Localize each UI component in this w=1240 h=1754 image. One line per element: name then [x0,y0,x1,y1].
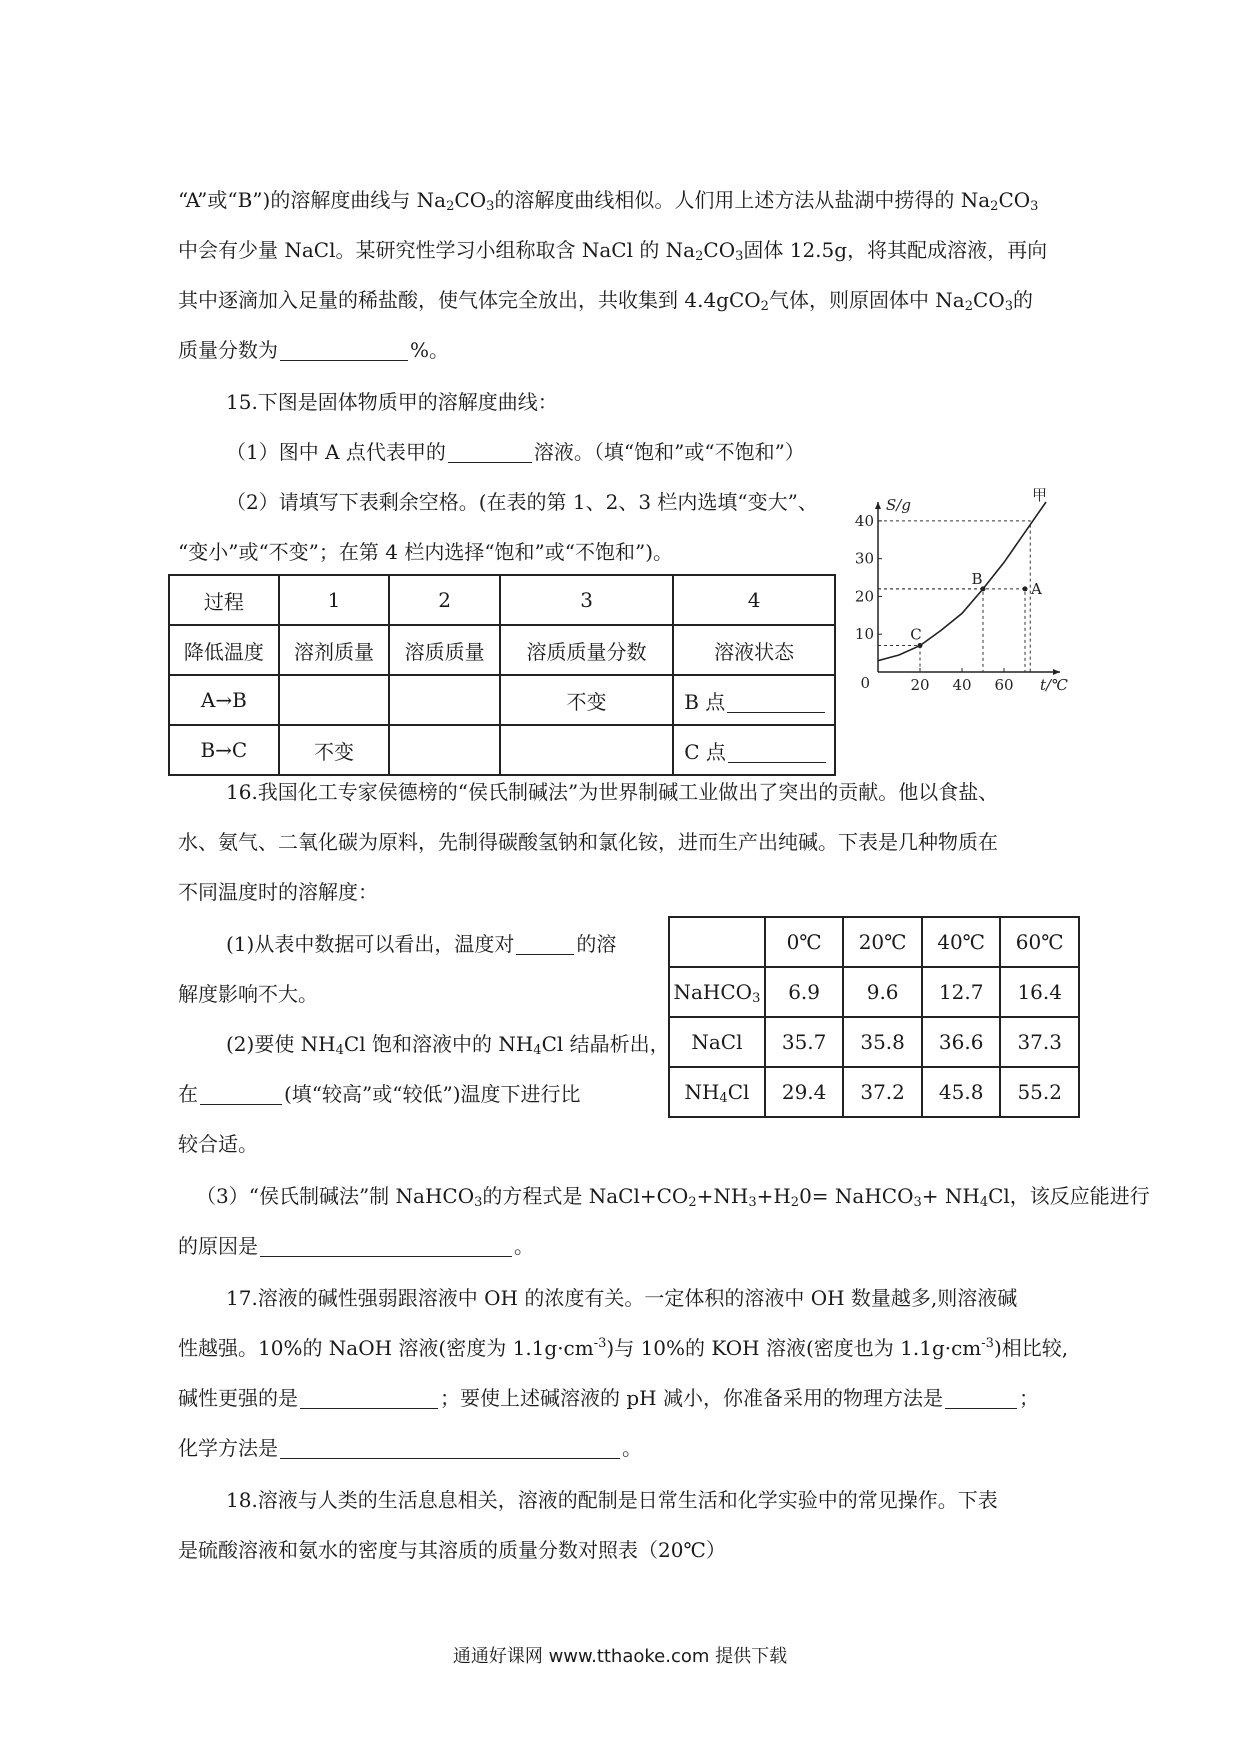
question-15-title: 15.下图是固体物质甲的溶解度曲线： [226,390,558,414]
table-cell: 不变 [279,725,390,775]
question-17-line2 [178,1336,1068,1360]
text: 性越强。10%的 NaOH 溶液(密度为 1.1g·cm [178,1336,594,1360]
question-16-line1: 16.我国化工专家侯德榜的“侯氏制碱法”为世界制碱工业做出了突出的贡献。他以食盐、 [226,780,999,804]
table-row [169,725,835,775]
text: )相比较, [993,1336,1069,1360]
text: CO [454,188,487,212]
text: 质量分数为 [178,338,278,362]
process-table [168,574,836,776]
text: (1)从表中数据可以看出，温度对 [226,932,515,956]
subscript: 3 [474,1195,483,1210]
table-cell: 29.4 [765,1067,843,1117]
text: 的方程式是 NaCl+CO [482,1184,689,1208]
subscript: 4 [719,1091,728,1106]
answer-cell[interactable] [500,725,673,775]
paragraph-line [178,288,1068,312]
data-point [1023,586,1028,591]
subscript: 3 [752,991,761,1006]
text: Cl 饱和溶液中的 NH [343,1032,534,1056]
table-cell: 45.8 [922,1067,1001,1117]
answer-blank[interactable] [300,1388,438,1409]
answer-blank[interactable] [448,442,532,463]
text: Cl [727,1080,750,1104]
table-header-cell: 20℃ [843,917,922,967]
subscript: 3 [748,1195,757,1210]
text: (填“较高”或“较低”)温度下进行比 [284,1082,581,1106]
answer-blank[interactable] [516,934,574,955]
table-cell: 溶剂质量 [279,625,390,675]
text: 。 [622,1436,642,1460]
footer: 通通好课网 www.tthaoke.com 提供下载 [452,1646,788,1667]
table-cell: 3 [500,575,673,625]
table-cell [669,917,765,967]
y-tick-label: 10 [854,625,874,644]
series-label: 甲 [1032,486,1048,504]
answer-cell[interactable] [389,725,500,775]
table-cell: 35.8 [843,1017,922,1067]
table-header-cell: 0℃ [765,917,843,967]
question-15-part1 [226,440,1116,464]
answer-blank[interactable] [727,692,825,713]
answer-cell[interactable] [279,675,390,725]
answer-blank[interactable] [200,1084,282,1105]
question-18-line1: 18.溶液与人类的生活息息相关，溶液的配制是日常生活和化学实验中的常见操作。下表 [226,1488,998,1512]
table-cell: 36.6 [922,1017,1001,1067]
row-header-cell [669,967,765,1017]
chart-points [918,586,1028,648]
answer-blank[interactable] [945,1388,1017,1409]
question-16-part2-end: 较合适。 [178,1132,258,1156]
question-16-line3: 不同温度时的溶解度： [178,880,378,904]
text: NaHCO [673,980,753,1004]
text: +H [756,1184,791,1208]
table-row [669,1067,1079,1117]
origin-label: 0 [860,674,870,692]
guide-line [878,589,1025,672]
text: )与 10%的 KOH 溶液(密度也为 1.1g·cm [606,1336,982,1360]
table-cell: 溶液状态 [673,625,835,675]
text: （1）图中 A 点代表甲的 [226,440,446,464]
superscript: -3 [981,1336,994,1351]
x-tick-label: 20 [910,676,930,694]
subscript: 3 [486,199,495,214]
text: 化学方法是 [178,1436,278,1460]
question-16-part1-cont: 解度影响不大。 [178,982,318,1006]
text: 的溶解度曲线相似。人们用上述方法从盐湖中捞得的 Na [494,188,991,212]
text: Cl，该反应能进行 [988,1184,1150,1208]
solubility-table [668,916,1080,1118]
table-cell: 16.4 [1000,967,1079,1017]
table-cell: 9.6 [843,967,922,1017]
subscript: 3 [735,249,744,264]
guide-line [878,589,983,672]
table-cell: 1 [279,575,390,625]
text: %。 [410,338,450,362]
question-17-line1: 17.溶液的碱性强弱跟溶液中 OH 的浓度有关。一定体积的溶液中 OH 数量越多,则溶液碱 [226,1286,1018,1310]
table-row [169,675,835,725]
table-cell: 12.7 [922,967,1001,1017]
subscript: 2 [688,1195,697,1210]
question-15-part2: （2）请填写下表剩余空格。(在表的第 1、2、3 栏内选填“变大”、 [226,490,818,514]
question-15-part2-cont: “变小”或“不变”；在第 4 栏内选择“饱和”或“不饱和”)。 [178,540,674,564]
paragraph-line [178,188,1068,212]
question-16-part3-cont [178,1234,1068,1258]
answer-blank[interactable] [260,1236,512,1257]
table-row [669,967,1079,1017]
table-cell: 2 [389,575,500,625]
subscript: 4 [533,1043,542,1058]
text: ；要使上述碱溶液的 pH 减小，你准备采用的物理方法是 [440,1386,943,1410]
subscript: 2 [760,299,769,314]
text: 的原因是 [178,1234,258,1258]
text: 。 [514,1234,534,1258]
text: 碱性更强的是 [178,1386,298,1410]
table-cell: 55.2 [1000,1067,1079,1117]
question-16-part3 [196,1184,1150,1210]
table-cell: 降低温度 [169,625,279,675]
text: C 点 [684,739,726,764]
text: ； [1018,1386,1039,1410]
text: Cl 结晶析出， [541,1032,670,1056]
chart-guides [878,521,1030,672]
table-row [169,575,835,625]
paragraph-line [178,338,1068,362]
subscript: 2 [964,299,974,314]
text: 气体，则原固体中 Na [768,288,965,312]
subscript: 4 [979,1195,989,1210]
table-row [169,625,835,675]
text: CO [703,238,736,262]
subscript: 2 [790,1195,800,1210]
answer-cell[interactable] [389,675,500,725]
question-17-line3 [178,1386,1068,1410]
text: 中会有少量 NaCl。某研究性学习小组称取含 NaCl 的 Na [178,238,696,262]
point-label: C [910,625,922,644]
question-18-line2: 是硫酸溶液和氨水的密度与其溶质的质量分数对照表（20℃） [178,1538,726,1562]
row-header-cell [669,1067,765,1117]
table-cell: 4 [673,575,835,625]
answer-blank[interactable] [280,1438,620,1459]
text: 其中逐滴加入足量的稀盐酸，使气体完全放出，共收集到 4.4gCO [178,288,761,312]
data-point [918,643,923,648]
solubility-chart [854,486,1088,702]
text: 0= NaHCO [799,1184,914,1208]
answer-cell[interactable] [673,725,835,775]
point-label: B [971,569,983,588]
text: CO [998,188,1031,212]
text: （3）“侯氏制碱法”制 NaHCO [196,1184,475,1208]
table-cell: A→B [169,675,279,725]
table-cell: 6.9 [765,967,843,1017]
answer-cell[interactable] [673,675,835,725]
text: “A”或“B”)的溶解度曲线与 Na [178,188,447,212]
series-line [878,502,1046,661]
x-axis-label: t/℃ [1040,676,1068,694]
question-16-part2 [226,1032,670,1058]
subscript: 2 [695,249,704,264]
question-17-line4 [178,1436,1068,1460]
question-16-part2-cont [178,1082,648,1106]
table-cell: 37.2 [843,1067,922,1117]
text: 固体 12.5g，将其配成溶液，再向 [743,238,1048,262]
x-axis-arrow [1053,669,1060,675]
table-cell: B→C [169,725,279,775]
superscript: -3 [593,1336,607,1351]
x-tick-label: 40 [952,676,972,694]
question-16-part1 [226,932,666,956]
y-tick-label: 40 [854,511,874,530]
table-cell: 溶质质量分数 [500,625,673,675]
chart-series [878,502,1046,661]
table-header-cell: 40℃ [922,917,1001,967]
text: B 点 [684,689,726,714]
text: +NH [696,1184,749,1208]
y-tick-label: 30 [854,549,874,568]
text: + NH [921,1184,980,1208]
table-cell: 不变 [500,675,673,725]
answer-blank[interactable] [728,742,826,763]
subscript: 3 [913,1195,922,1210]
row-header-cell: NaCl [669,1017,765,1067]
text: 的溶 [576,932,617,956]
table-row [669,917,1079,967]
subscript: 2 [446,199,455,214]
y-axis-label: S/g [886,496,911,514]
table-header-cell: 60℃ [1000,917,1079,967]
answer-blank[interactable] [280,340,408,361]
table-row [669,1017,1079,1067]
table-cell: 过程 [169,575,279,625]
subscript: 4 [335,1043,344,1058]
question-16-line2: 水、氨气、二氧化碳为原料，先制得碳酸氢钠和氯化铵，进而生产出纯碱。下表是几种物质在 [178,830,998,854]
y-tick-label: 20 [854,587,874,606]
text: CO [973,288,1005,312]
paragraph-line [178,238,1068,262]
table-cell: 溶质质量 [389,625,500,675]
subscript: 2 [990,199,999,214]
text: (2)要使 NH [226,1032,336,1056]
point-label: A [1031,579,1042,598]
subscript: 3 [1030,199,1039,214]
x-tick-label: 60 [994,676,1014,694]
text: 在 [178,1082,198,1106]
text: 的 [1013,288,1033,312]
y-axis-arrow [875,502,881,509]
table-cell: 37.3 [1000,1017,1079,1067]
text: 溶液。（填“饱和”或“不饱和”） [533,440,805,464]
table-cell: 35.7 [765,1017,843,1067]
subscript: 3 [1004,299,1013,314]
guide-line [878,521,1030,672]
text: NH [684,1080,720,1104]
